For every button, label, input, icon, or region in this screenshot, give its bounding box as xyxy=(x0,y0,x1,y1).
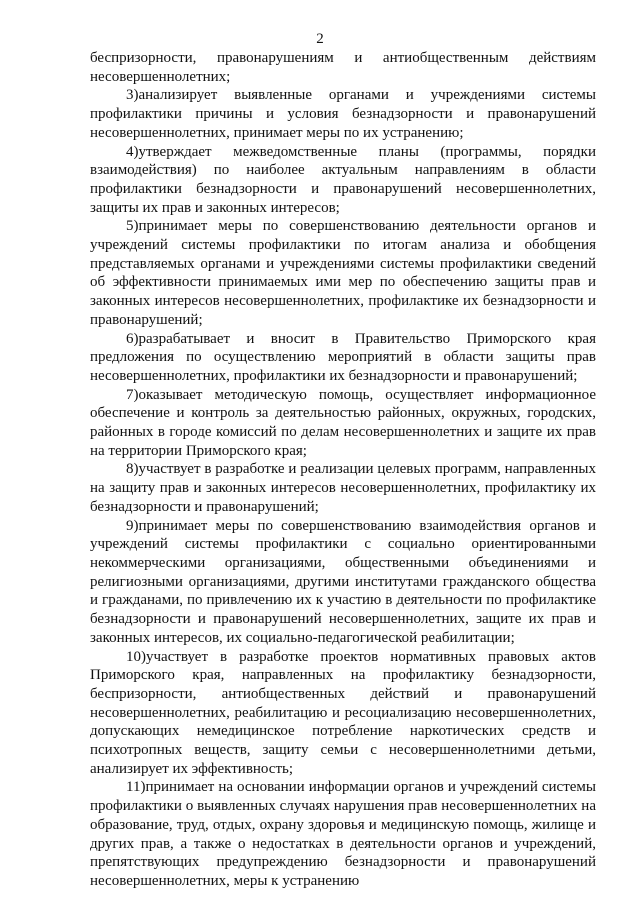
paragraph-item-6: 6)разрабатывает и вносит в Правительство Приморского края предложения по осуществлению мероприятий в области защиты прав несовершеннолетних, профилактики их безнадзорности и правонарушений; xyxy=(90,330,596,384)
paragraph-item-11: 11)принимает на основании информации органов и учреждений системы профилактики о выявленных случаях нарушения прав несовершеннолетних на образование, труд, отдых, охрану здоровья и медицинскую помощь, жилище и других прав, а также о недостатках в деятельности органов и учреждений, препятствующих предупреждению безнадзорности и правонарушений несовершеннолетних, меры к устранению xyxy=(90,779,596,889)
paragraph-item-7: 7)оказывает методическую помощь, осуществляет информационное обеспечение и контроль за деятельностью районных, окружных, городских, районных в городе комиссий по делам несовершеннолетних и защите их прав на территории Приморского края; xyxy=(90,386,596,459)
document-body xyxy=(90,49,596,891)
paragraph-item-4: 4)утверждает межведомственные планы (программы, порядки взаимодействия) по наиболее актуальным направлениям в области профилактики безнадзорности и правонарушений несовершеннолетних, защиты их прав и законных интересов; xyxy=(90,143,596,216)
paragraph-item-10: 10)участвует в разработке проектов нормативных правовых актов Приморского края, направленных на профилактику безнадзорности, беспризорности, антиобщественных действий и правонарушений несовершеннолетних, реабилитацию и ресоциализацию несовершеннолетних, допускающих немедицинское потребление наркотических средств и психотропных веществ, защиту семьи с несовершеннолетними детьми, анализирует их эффективность; xyxy=(90,648,596,777)
page-number: 2 xyxy=(316,31,324,47)
paragraph-item-3: 3)анализирует выявленные органами и учреждениями системы профилактики причины и условия безнадзорности и правонарушений несовершеннолетних, принимает меры по их устранению; xyxy=(90,87,596,141)
paragraph-continuation: беспризорности, правонарушениям и антиобщественным действиям несовершеннолетних; xyxy=(90,50,596,85)
paragraph-item-9: 9)принимает меры по совершенствованию взаимодействия органов и учреждений системы профилактики с социально ориентированными некоммерческими организациями, общественными объединениями и религиозными организациями, другими институтами гражданского общества и гражданами, по привлечению их к участию в деятельности по профилактике безнадзорности и правонарушений несовершеннолетних, защите их прав и законных интересов, их социально-педагогической реабилитации; xyxy=(90,517,596,646)
paragraph-item-8: 8)участвует в разработке и реализации целевых программ, направленных на защиту прав и законных интересов несовершеннолетних, профилактику их безнадзорности и правонарушений; xyxy=(90,461,596,515)
paragraph-item-5: 5)принимает меры по совершенствованию деятельности органов и учреждений системы профилактики по итогам анализа и обобщения представляемых органами и учреждениями системы профилактики сведений об эффективности принимаемых ими мер по обеспечению защиты прав и законных интересов несовершеннолетних, профилактике их безнадзорности и правонарушений; xyxy=(90,218,596,328)
